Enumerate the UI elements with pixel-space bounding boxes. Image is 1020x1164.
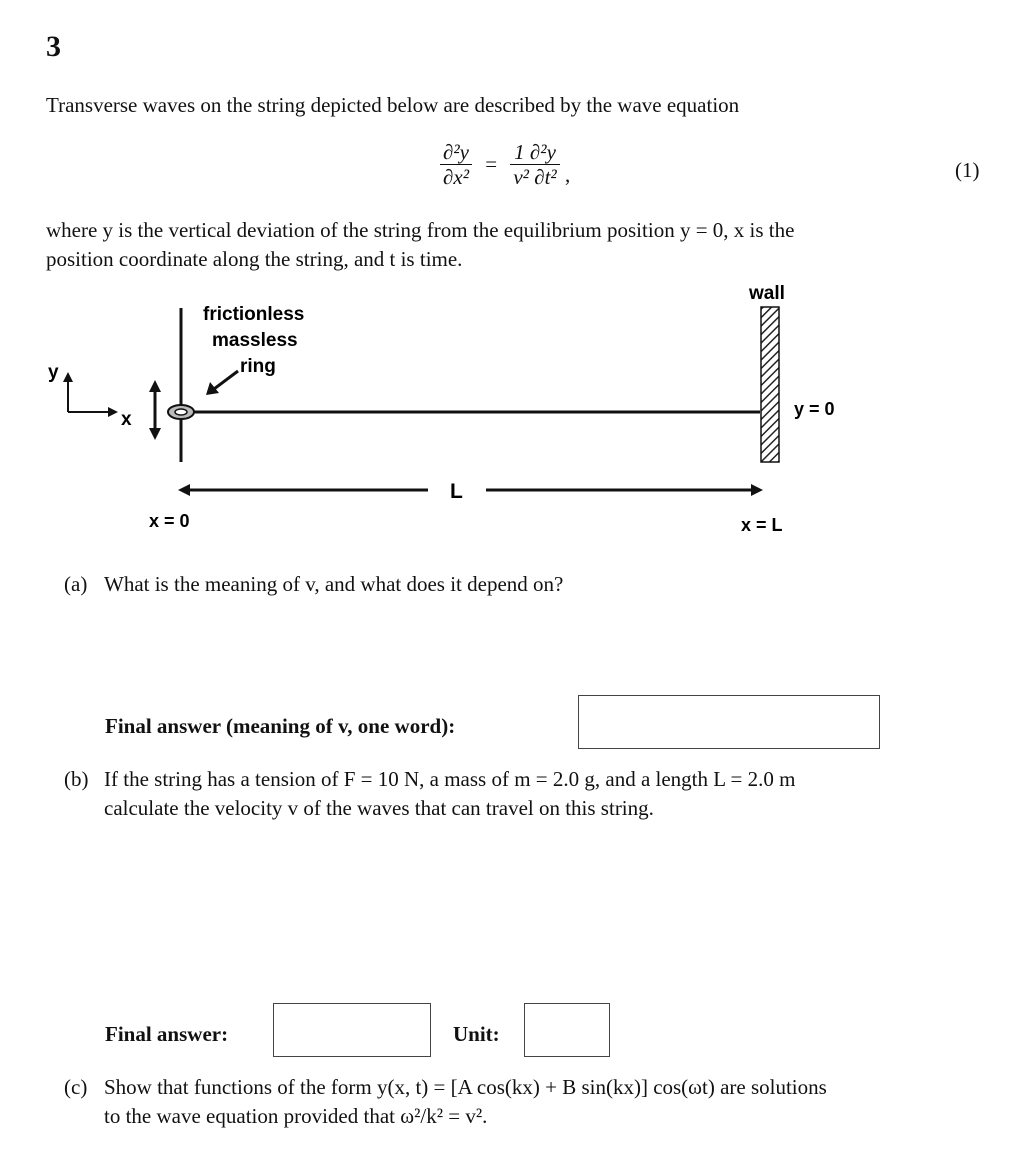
ring-label-2: massless [212,330,298,351]
equation-rhs-numerator: 1 ∂²y [510,140,559,165]
y0-label: y = 0 [794,399,835,419]
part-b-line2: calculate the velocity v of the waves that can travel on this string. [104,796,654,820]
string-diagram [0,270,1020,540]
ring-label-3: ring [240,356,276,377]
ring-label-1: frictionless [203,304,305,325]
question-intro: Transverse waves on the string depicted below are described by the wave equation [46,93,740,117]
ring-pointer-arrow-icon [206,371,238,395]
length-label: L [450,480,463,503]
part-b-unit-box[interactable] [524,1003,610,1057]
part-b-label: (b) [64,767,89,791]
axis-y-label: y [48,362,59,383]
ring-icon [168,405,194,419]
part-b-unit-label: Unit: [453,1022,500,1046]
part-a-label: (a) [64,572,88,596]
part-b [64,765,795,794]
part-b-answer-box[interactable] [273,1003,431,1057]
question-number: 3 [46,30,61,63]
part-a [64,570,563,599]
part-c [64,1073,827,1102]
question-description-line1: where y is the vertical deviation of the string from the equilibrium position y = 0, x is the [46,218,795,242]
vertical-motion-arrow-icon [149,380,161,440]
wall-label: wall [749,283,785,304]
part-b-line1: If the string has a tension of F = 10 N, a mass of m = 2.0 g, and a length L = 2.0 m [104,767,796,791]
length-arrow-icon [178,484,763,496]
wave-equation [440,140,570,189]
equation-number: (1) [955,158,980,182]
equation-lhs [440,140,472,189]
x0-label: x = 0 [149,511,190,531]
part-c-label: (c) [64,1075,88,1099]
equation-rhs-denominator: v² ∂t² [513,165,557,189]
part-a-answer-label: Final answer (meaning of v, one word): [105,714,456,738]
axis-x-label: x [121,409,132,430]
part-b-answer-label: Final answer: [105,1022,229,1046]
part-a-answer-box[interactable] [578,695,880,749]
equation-lhs-denominator: ∂x² [443,165,469,189]
wall [761,307,779,462]
part-c-line2: to the wave equation provided that ω²/k² = v². [104,1104,488,1128]
question-description-line2: position coordinate along the string, and t is time. [46,247,463,271]
equation-rhs [510,140,559,189]
axes-icon [68,374,116,412]
part-a-text: What is the meaning of v, and what does it depend on? [104,572,564,596]
xL-label: x = L [741,515,783,535]
equation-comma: , [564,162,571,187]
equation-lhs-numerator: ∂²y [440,140,472,165]
equation-equals: = [485,152,498,176]
part-c-line1: Show that functions of the form y(x, t) = [A cos(kx) + B sin(kx)] cos(ωt) are solutions [104,1075,827,1099]
